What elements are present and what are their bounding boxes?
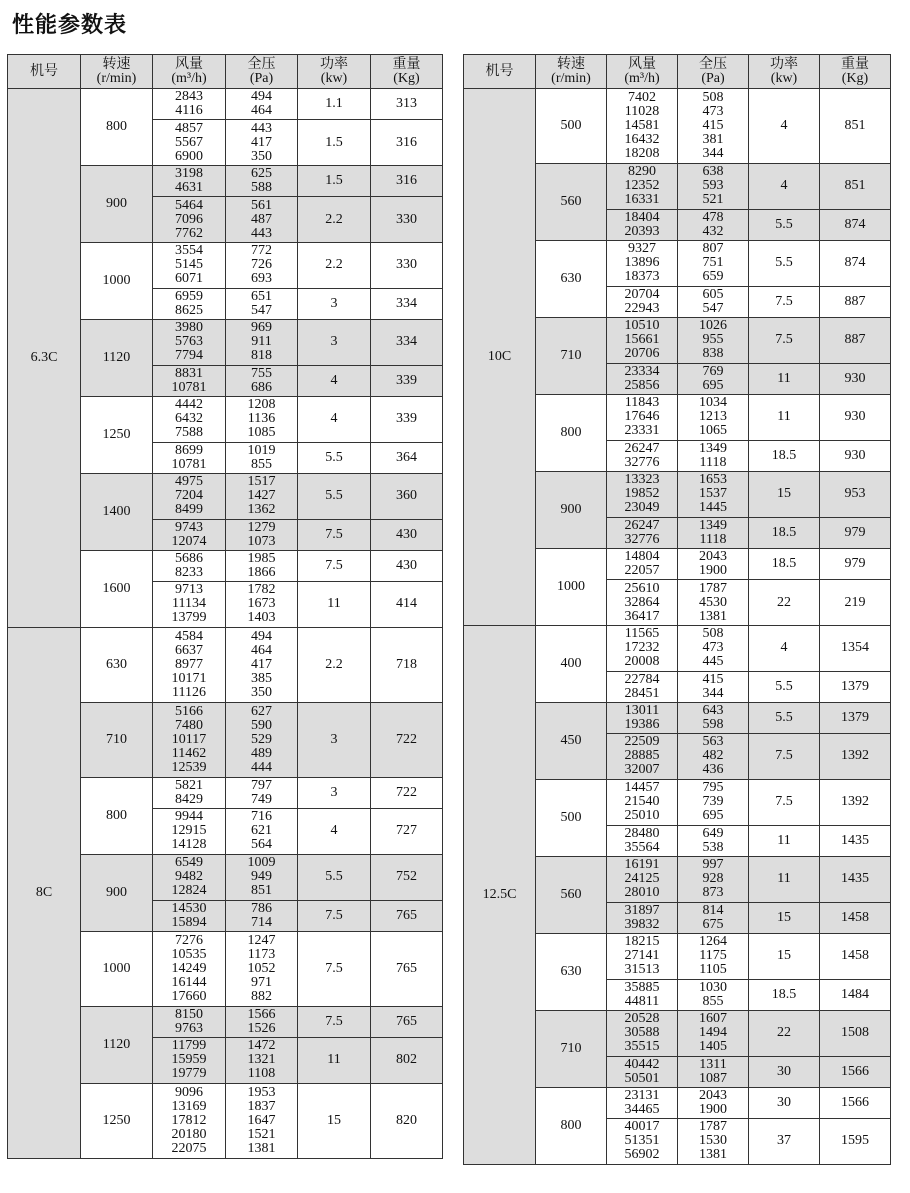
pressure-cell: 2043 1900 (678, 548, 749, 579)
power-cell: 11 (298, 1038, 371, 1084)
airflow-cell: 4857 5567 6900 (153, 120, 226, 166)
pressure-cell: 1208 1136 1085 (226, 396, 298, 442)
power-cell: 22 (749, 580, 820, 626)
weight-cell: 430 (371, 550, 443, 581)
pressure-cell: 508 473 415 381 344 (678, 89, 749, 164)
weight-cell: 316 (371, 165, 443, 196)
pressure-cell: 1019 855 (226, 442, 298, 473)
weight-cell: 1595 (820, 1119, 891, 1165)
header-row (8, 55, 443, 89)
pressure-cell: 1517 1427 1362 (226, 473, 298, 519)
airflow-cell: 23334 25856 (607, 363, 678, 394)
airflow-cell: 22784 28451 (607, 671, 678, 702)
airflow-cell: 11843 17646 23331 (607, 394, 678, 440)
pressure-cell: 769 695 (678, 363, 749, 394)
pressure-cell: 1782 1673 1403 (226, 582, 298, 628)
airflow-cell: 25610 32864 36417 (607, 580, 678, 626)
power-cell: 11 (749, 825, 820, 856)
speed-cell: 800 (81, 777, 153, 854)
airflow-cell: 31897 39832 (607, 902, 678, 933)
speed-cell: 710 (536, 317, 607, 394)
power-cell: 7.5 (749, 779, 820, 825)
airflow-cell: 9096 13169 17812 20180 22075 (153, 1083, 226, 1158)
power-cell: 4 (298, 365, 371, 396)
speed-cell: 800 (81, 89, 153, 166)
pressure-cell: 1653 1537 1445 (678, 471, 749, 517)
speed-cell: 1400 (81, 473, 153, 550)
power-cell: 4 (749, 625, 820, 671)
airflow-cell: 4442 6432 7588 (153, 396, 226, 442)
weight-cell: 874 (820, 209, 891, 240)
header-label: 重量 (392, 56, 421, 72)
speed-cell: 630 (536, 933, 607, 1010)
pressure-cell: 494 464 (226, 89, 298, 120)
pressure-cell: 561 487 443 (226, 197, 298, 243)
pressure-cell: 814 675 (678, 902, 749, 933)
airflow-cell: 13011 19386 (607, 702, 678, 733)
weight-cell: 1435 (820, 825, 891, 856)
speed-cell: 630 (81, 627, 153, 702)
weight-cell: 887 (820, 317, 891, 363)
weight-cell: 727 (371, 809, 443, 855)
pressure-cell: 1311 1087 (678, 1056, 749, 1087)
speed-cell: 500 (536, 779, 607, 856)
weight-cell: 1566 (820, 1087, 891, 1118)
power-cell: 1.5 (298, 120, 371, 166)
airflow-cell: 9944 12915 14128 (153, 809, 226, 855)
weight-cell: 765 (371, 1006, 443, 1037)
airflow-cell: 20704 22943 (607, 286, 678, 317)
power-cell: 11 (749, 363, 820, 394)
pressure-cell: 563 482 436 (678, 734, 749, 780)
header-unit: (m³/h) (171, 70, 207, 86)
airflow-cell: 14530 15894 (153, 900, 226, 931)
airflow-cell: 23131 34465 (607, 1087, 678, 1118)
airflow-cell: 8699 10781 (153, 442, 226, 473)
power-cell: 2.2 (298, 627, 371, 702)
weight-cell: 722 (371, 702, 443, 777)
airflow-cell: 7276 10535 14249 16144 17660 (153, 931, 226, 1006)
airflow-cell: 4584 6637 8977 10171 11126 (153, 627, 226, 702)
header-power (298, 55, 371, 89)
airflow-cell: 22509 28885 32007 (607, 734, 678, 780)
speed-cell: 1000 (81, 242, 153, 319)
power-cell: 18.5 (749, 548, 820, 579)
header-unit: (Kg) (393, 70, 420, 86)
power-cell: 30 (749, 1087, 820, 1118)
airflow-cell: 5464 7096 7762 (153, 197, 226, 243)
power-cell: 18.5 (749, 440, 820, 471)
header-unit: (r/min) (96, 70, 137, 86)
pressure-cell: 415 344 (678, 671, 749, 702)
weight-cell: 360 (371, 473, 443, 519)
power-cell: 11 (749, 856, 820, 902)
airflow-cell: 10510 15661 20706 (607, 317, 678, 363)
speed-cell: 1120 (81, 319, 153, 396)
header-weight (371, 55, 443, 89)
weight-cell: 414 (371, 582, 443, 628)
airflow-cell: 40017 51351 56902 (607, 1119, 678, 1165)
power-cell: 18.5 (749, 517, 820, 548)
power-cell: 30 (749, 1056, 820, 1087)
airflow-cell: 11799 15959 19779 (153, 1038, 226, 1084)
pressure-cell: 1349 1118 (678, 440, 749, 471)
power-cell: 7.5 (298, 900, 371, 931)
header-unit: (Pa) (249, 70, 274, 86)
weight-cell: 1508 (820, 1010, 891, 1056)
speed-cell: 1250 (81, 396, 153, 473)
weight-cell: 887 (820, 286, 891, 317)
airflow-cell: 7402 11028 14581 16432 18208 (607, 89, 678, 164)
airflow-cell: 2843 4116 (153, 89, 226, 120)
pressure-cell: 1787 1530 1381 (678, 1119, 749, 1165)
pressure-cell: 772 726 693 (226, 242, 298, 288)
header-pressure (226, 55, 298, 89)
weight-cell: 851 (820, 164, 891, 210)
power-cell: 3 (298, 288, 371, 319)
pressure-cell: 643 598 (678, 702, 749, 733)
airflow-cell: 3198 4631 (153, 165, 226, 196)
airflow-cell: 20528 30588 35515 (607, 1010, 678, 1056)
power-cell: 5.5 (298, 854, 371, 900)
header-power (749, 55, 820, 89)
weight-cell: 1458 (820, 933, 891, 979)
pressure-cell: 651 547 (226, 288, 298, 319)
power-cell: 37 (749, 1119, 820, 1165)
power-cell: 18.5 (749, 979, 820, 1010)
header-label: 转速 (557, 56, 585, 72)
header-label: 全压 (699, 56, 727, 72)
pressure-cell: 969 911 818 (226, 319, 298, 365)
weight-cell: 1379 (820, 702, 891, 733)
weight-cell: 930 (820, 440, 891, 471)
power-cell: 22 (749, 1010, 820, 1056)
airflow-cell: 26247 32776 (607, 440, 678, 471)
power-cell: 4 (298, 809, 371, 855)
pressure-cell: 1030 855 (678, 979, 749, 1010)
pressure-cell: 1034 1213 1065 (678, 394, 749, 440)
power-cell: 1.1 (298, 89, 371, 120)
weight-cell: 330 (371, 242, 443, 288)
pressure-cell: 478 432 (678, 209, 749, 240)
airflow-cell: 11565 17232 20008 (607, 625, 678, 671)
weight-cell: 313 (371, 89, 443, 120)
speed-cell: 800 (536, 1087, 607, 1164)
weight-cell: 979 (820, 517, 891, 548)
header-speed (536, 55, 607, 89)
pressure-cell: 625 588 (226, 165, 298, 196)
power-cell: 7.5 (749, 734, 820, 780)
speed-cell: 630 (536, 240, 607, 317)
speed-cell: 500 (536, 89, 607, 164)
power-cell: 4 (749, 164, 820, 210)
power-cell: 3 (298, 319, 371, 365)
table-row (464, 625, 891, 671)
table-row (8, 89, 443, 120)
airflow-cell: 13323 19852 23049 (607, 471, 678, 517)
weight-cell: 1484 (820, 979, 891, 1010)
airflow-cell: 16191 24125 28010 (607, 856, 678, 902)
pressure-cell: 508 473 445 (678, 625, 749, 671)
pressure-cell: 997 928 873 (678, 856, 749, 902)
airflow-cell: 14457 21540 25010 (607, 779, 678, 825)
pressure-cell: 1009 949 851 (226, 854, 298, 900)
speed-cell: 560 (536, 856, 607, 933)
machine-model: 6.3C (8, 89, 81, 628)
power-cell: 5.5 (749, 209, 820, 240)
weight-cell: 851 (820, 89, 891, 164)
speed-cell: 1600 (81, 550, 153, 627)
airflow-cell: 9743 12074 (153, 519, 226, 550)
weight-cell: 339 (371, 365, 443, 396)
parameter-table-right (463, 54, 891, 1165)
speed-cell: 1000 (536, 548, 607, 625)
airflow-cell: 8831 10781 (153, 365, 226, 396)
pressure-cell: 716 621 564 (226, 809, 298, 855)
pressure-cell: 1279 1073 (226, 519, 298, 550)
airflow-cell: 5686 8233 (153, 550, 226, 581)
weight-cell: 802 (371, 1038, 443, 1084)
airflow-cell: 40442 50501 (607, 1056, 678, 1087)
weight-cell: 1435 (820, 856, 891, 902)
weight-cell: 1379 (820, 671, 891, 702)
pressure-cell: 1349 1118 (678, 517, 749, 548)
pressure-cell: 1472 1321 1108 (226, 1038, 298, 1084)
power-cell: 7.5 (298, 931, 371, 1006)
speed-cell: 450 (536, 702, 607, 779)
airflow-cell: 4975 7204 8499 (153, 473, 226, 519)
header-unit: (r/min) (551, 70, 591, 86)
pressure-cell: 1953 1837 1647 1521 1381 (226, 1083, 298, 1158)
parameter-table-left (7, 54, 443, 1159)
pressure-cell: 494 464 417 385 350 (226, 627, 298, 702)
pressure-cell: 1247 1173 1052 971 882 (226, 931, 298, 1006)
power-cell: 15 (298, 1083, 371, 1158)
weight-cell: 752 (371, 854, 443, 900)
pressure-cell: 649 538 (678, 825, 749, 856)
table-body (464, 89, 891, 1165)
power-cell: 11 (749, 394, 820, 440)
airflow-cell: 6549 9482 12824 (153, 854, 226, 900)
header-label: 机号 (485, 63, 514, 79)
header-flow (607, 55, 678, 89)
pressure-cell: 627 590 529 489 444 (226, 702, 298, 777)
pressure-cell: 807 751 659 (678, 240, 749, 286)
weight-cell: 718 (371, 627, 443, 702)
airflow-cell: 8290 12352 16331 (607, 164, 678, 210)
power-cell: 1.5 (298, 165, 371, 196)
speed-cell: 560 (536, 164, 607, 241)
speed-cell: 900 (81, 854, 153, 931)
power-cell: 4 (298, 396, 371, 442)
power-cell: 5.5 (749, 240, 820, 286)
weight-cell: 765 (371, 931, 443, 1006)
header-machine (8, 55, 81, 89)
header-label: 风量 (628, 56, 656, 72)
header-label: 功率 (770, 56, 798, 72)
airflow-cell: 26247 32776 (607, 517, 678, 548)
header-weight (820, 55, 891, 89)
power-cell: 11 (298, 582, 371, 628)
weight-cell: 334 (371, 288, 443, 319)
table-row (464, 89, 891, 164)
power-cell: 5.5 (749, 671, 820, 702)
table-body (8, 89, 443, 1159)
pressure-cell: 1607 1494 1405 (678, 1010, 749, 1056)
airflow-cell: 28480 35564 (607, 825, 678, 856)
weight-cell: 316 (371, 120, 443, 166)
machine-model: 12.5C (464, 625, 536, 1164)
airflow-cell: 35885 44811 (607, 979, 678, 1010)
weight-cell: 979 (820, 548, 891, 579)
weight-cell: 1354 (820, 625, 891, 671)
pressure-cell: 605 547 (678, 286, 749, 317)
power-cell: 4 (749, 89, 820, 164)
weight-cell: 330 (371, 197, 443, 243)
speed-cell: 710 (536, 1010, 607, 1087)
pressure-cell: 795 739 695 (678, 779, 749, 825)
header-unit: (m³/h) (624, 70, 660, 86)
speed-cell: 1000 (81, 931, 153, 1006)
pressure-cell: 786 714 (226, 900, 298, 931)
header-unit: (kw) (320, 70, 348, 86)
machine-model: 10C (464, 89, 536, 626)
weight-cell: 1566 (820, 1056, 891, 1087)
power-cell: 15 (749, 471, 820, 517)
power-cell: 7.5 (298, 550, 371, 581)
weight-cell: 930 (820, 363, 891, 394)
airflow-cell: 18404 20393 (607, 209, 678, 240)
table-row (8, 627, 443, 702)
header-machine (464, 55, 536, 89)
weight-cell: 820 (371, 1083, 443, 1158)
speed-cell: 1120 (81, 1006, 153, 1083)
machine-model: 8C (8, 627, 81, 1158)
header-label: 重量 (841, 56, 869, 72)
header-label: 全压 (247, 56, 276, 72)
power-cell: 7.5 (298, 1006, 371, 1037)
header-label: 机号 (30, 63, 58, 79)
header-label: 转速 (102, 56, 131, 72)
airflow-cell: 3554 5145 6071 (153, 242, 226, 288)
weight-cell: 1392 (820, 734, 891, 780)
power-cell: 15 (749, 933, 820, 979)
pressure-cell: 1566 1526 (226, 1006, 298, 1037)
weight-cell: 339 (371, 396, 443, 442)
pressure-cell: 443 417 350 (226, 120, 298, 166)
power-cell: 7.5 (749, 286, 820, 317)
weight-cell: 1392 (820, 779, 891, 825)
pressure-cell: 755 686 (226, 365, 298, 396)
speed-cell: 900 (536, 471, 607, 548)
header-flow (153, 55, 226, 89)
airflow-cell: 8150 9763 (153, 1006, 226, 1037)
speed-cell: 1250 (81, 1083, 153, 1158)
power-cell: 5.5 (298, 442, 371, 473)
header-pressure (678, 55, 749, 89)
page-title: 性能参数表 (12, 13, 128, 38)
weight-cell: 930 (820, 394, 891, 440)
airflow-cell: 3980 5763 7794 (153, 319, 226, 365)
weight-cell: 874 (820, 240, 891, 286)
weight-cell: 1458 (820, 902, 891, 933)
weight-cell: 219 (820, 580, 891, 626)
pressure-cell: 797 749 (226, 777, 298, 808)
header-speed (81, 55, 153, 89)
header-row (464, 55, 891, 89)
speed-cell: 900 (81, 165, 153, 242)
airflow-cell: 9327 13896 18373 (607, 240, 678, 286)
pressure-cell: 1264 1175 1105 (678, 933, 749, 979)
power-cell: 7.5 (749, 317, 820, 363)
header-label: 功率 (320, 56, 348, 72)
power-cell: 3 (298, 702, 371, 777)
pressure-cell: 1787 4530 1381 (678, 580, 749, 626)
power-cell: 3 (298, 777, 371, 808)
pressure-cell: 1985 1866 (226, 550, 298, 581)
weight-cell: 364 (371, 442, 443, 473)
pressure-cell: 1026 955 838 (678, 317, 749, 363)
airflow-cell: 5166 7480 10117 11462 12539 (153, 702, 226, 777)
speed-cell: 400 (536, 625, 607, 702)
header-unit: (Pa) (701, 70, 725, 86)
pressure-cell: 2043 1900 (678, 1087, 749, 1118)
airflow-cell: 6959 8625 (153, 288, 226, 319)
speed-cell: 800 (536, 394, 607, 471)
power-cell: 5.5 (749, 702, 820, 733)
power-cell: 2.2 (298, 242, 371, 288)
weight-cell: 430 (371, 519, 443, 550)
header-unit: (Kg) (841, 70, 869, 86)
power-cell: 7.5 (298, 519, 371, 550)
airflow-cell: 18215 27141 31513 (607, 933, 678, 979)
header-label: 风量 (175, 56, 203, 72)
airflow-cell: 5821 8429 (153, 777, 226, 808)
power-cell: 15 (749, 902, 820, 933)
header-unit: (kw) (770, 70, 798, 86)
power-cell: 5.5 (298, 473, 371, 519)
power-cell: 2.2 (298, 197, 371, 243)
weight-cell: 765 (371, 900, 443, 931)
airflow-cell: 9713 11134 13799 (153, 582, 226, 628)
weight-cell: 334 (371, 319, 443, 365)
airflow-cell: 14804 22057 (607, 548, 678, 579)
weight-cell: 722 (371, 777, 443, 808)
weight-cell: 953 (820, 471, 891, 517)
speed-cell: 710 (81, 702, 153, 777)
pressure-cell: 638 593 521 (678, 164, 749, 210)
